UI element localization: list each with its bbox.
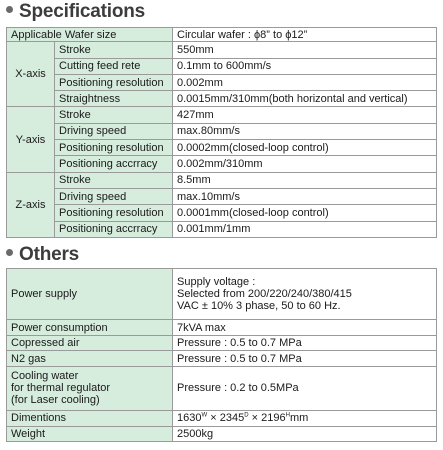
depth-superscript: D <box>244 412 249 419</box>
power-consumption-label: Power consumption <box>7 320 173 335</box>
table-row <box>7 91 437 107</box>
y-accuracy-value: 0.002mm/310mm <box>173 156 437 172</box>
x-stroke-label: Stroke <box>55 42 173 58</box>
table-row <box>7 140 437 156</box>
z-accuracy-label: Positioning accrracy <box>55 221 173 237</box>
others-heading <box>6 244 79 266</box>
table-row <box>7 269 437 320</box>
table-row <box>7 411 437 426</box>
dimentions-value <box>173 411 437 426</box>
cooling-water-line: Cooling water <box>11 370 79 383</box>
others-table <box>6 268 437 442</box>
table-row <box>7 156 437 172</box>
cooling-water-line: (for Laser cooling) <box>11 394 100 407</box>
y-stroke-value: 427mm <box>173 107 437 123</box>
x-resolution-value: 0.002mm <box>173 74 437 90</box>
width-superscript: W <box>201 412 208 419</box>
power-supply-label: Power supply <box>7 269 173 320</box>
table-row <box>7 426 437 442</box>
height-value: 2196 <box>261 412 286 425</box>
y-accuracy-label: Positioning accrracy <box>55 156 173 172</box>
z-stroke-value: 8.5mm <box>173 172 437 188</box>
x-straightness-label: Straightness <box>55 91 173 107</box>
x-cutting-feed-label: Cutting feed rete <box>55 58 173 74</box>
y-resolution-label: Positioning resolution <box>55 140 173 156</box>
cooling-water-value: Pressure : 0.2 to 0.5MPa <box>173 366 437 410</box>
depth-value: 2345 <box>219 412 245 425</box>
z-accuracy-value: 0.001mm/1mm <box>173 221 437 237</box>
power-supply-line: Selected from 200/220/240/380/415 <box>177 288 352 301</box>
x-straightness-value: 0.0015mm/310mm(both horizontal and vertical) <box>173 91 437 107</box>
height-superscript: H <box>285 412 290 419</box>
table-row <box>7 58 437 74</box>
x-axis-label: X-axis <box>7 42 55 107</box>
cooling-water-label <box>7 366 173 410</box>
compressed-air-value: Pressure : 0.5 to 0.7 MPa <box>173 335 437 350</box>
width-value: 1630 <box>177 412 202 425</box>
dimentions-label: Dimentions <box>7 411 173 426</box>
z-stroke-label: Stroke <box>55 172 173 188</box>
table-row <box>7 123 437 139</box>
table-row <box>7 42 437 58</box>
bullet-icon <box>6 6 13 13</box>
table-row <box>7 188 437 204</box>
specifications-table <box>6 27 437 238</box>
y-stroke-label: Stroke <box>55 107 173 123</box>
x-resolution-label: Positioning resolution <box>55 74 173 90</box>
others-title: Others <box>19 244 80 265</box>
times-sign: × <box>251 412 259 425</box>
table-row <box>7 366 437 410</box>
x-cutting-feed-value: 0.1mm to 600mm/s <box>173 58 437 74</box>
times-sign: × <box>210 412 217 425</box>
table-row <box>7 74 437 90</box>
wafer-size-value: Circular wafer : ϕ8” to ϕ12” <box>173 28 437 42</box>
table-row <box>7 172 437 188</box>
y-axis-label: Y-axis <box>7 107 55 172</box>
y-resolution-value: 0.0002mm(closed-loop control) <box>173 140 437 156</box>
wafer-size-label: Applicable Wafer size <box>7 28 173 42</box>
cooling-water-line: for thermal regulator <box>11 382 111 395</box>
compressed-air-label: Copressed air <box>7 335 173 350</box>
table-row <box>7 320 437 335</box>
y-driving-speed-label: Driving speed <box>55 123 173 139</box>
power-supply-value <box>173 269 437 320</box>
z-resolution-value: 0.0001mm(closed-loop control) <box>173 205 437 221</box>
table-row <box>7 351 437 366</box>
table-row <box>7 107 437 123</box>
n2-gas-value: Pressure : 0.5 to 0.7 MPa <box>173 351 437 366</box>
specifications-title: Specifications <box>19 1 146 22</box>
specifications-heading <box>6 1 145 23</box>
power-supply-line: VAC ± 10% 3 phase, 50 to 60 Hz. <box>177 300 341 313</box>
y-driving-speed-value: max.80mm/s <box>173 123 437 139</box>
z-resolution-label: Positioning resolution <box>55 205 173 221</box>
weight-label: Weight <box>7 426 173 442</box>
z-driving-speed-label: Driving speed <box>55 188 173 204</box>
power-supply-line: Supply voltage : <box>177 276 256 289</box>
z-axis-label: Z-axis <box>7 172 55 237</box>
unit-label: mm <box>289 412 309 425</box>
n2-gas-label: N2 gas <box>7 351 173 366</box>
x-stroke-value: 550mm <box>173 42 437 58</box>
table-row <box>7 28 437 42</box>
weight-value: 2500kg <box>173 426 437 442</box>
table-row <box>7 205 437 221</box>
table-row <box>7 221 437 237</box>
z-driving-speed-value: max.10mm/s <box>173 188 437 204</box>
table-row <box>7 335 437 350</box>
bullet-icon <box>6 249 13 256</box>
power-consumption-value: 7kVA max <box>173 320 437 335</box>
